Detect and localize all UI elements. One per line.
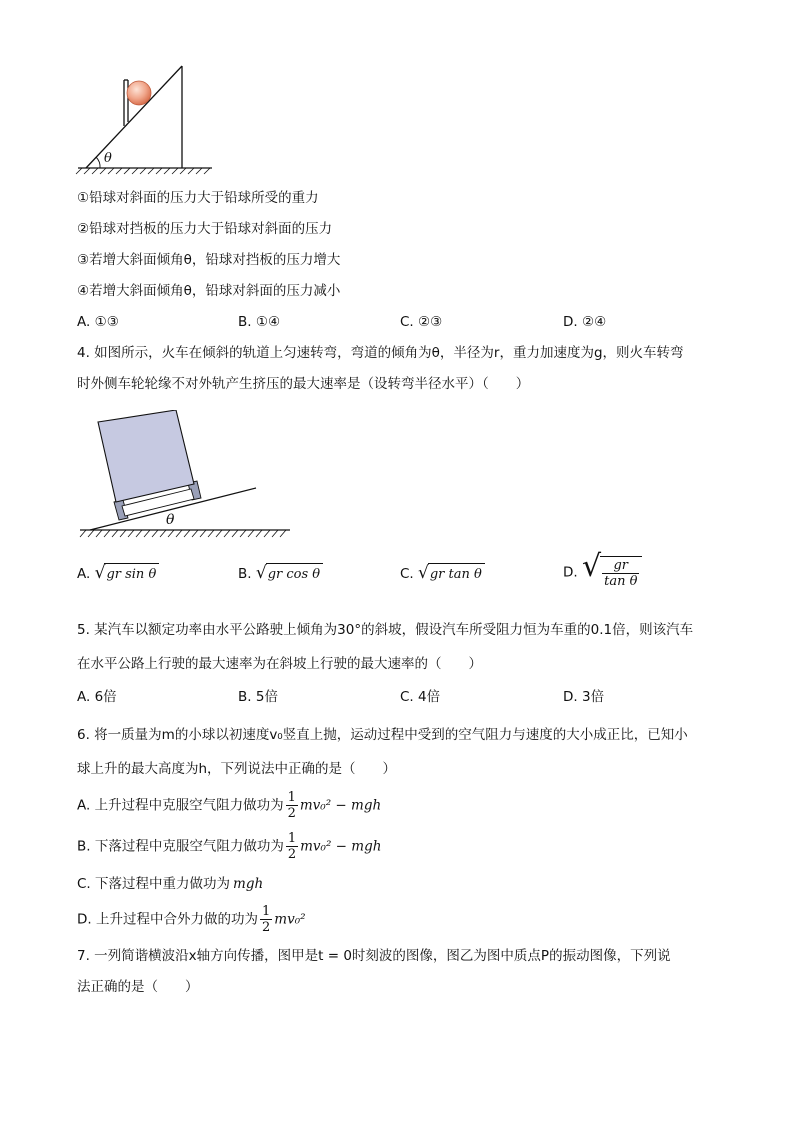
q6-option-c[interactable] <box>77 874 263 894</box>
incline-ball-figure <box>72 60 232 175</box>
statement-1: ①铅球对斜面的压力大于铅球所受的重力 <box>77 190 319 206</box>
fraction-half <box>286 790 298 821</box>
option-letter: B. <box>238 314 252 330</box>
q6-option-a[interactable] <box>77 790 381 821</box>
option-letter: C. <box>400 314 414 330</box>
fraction-numerator: 1 <box>287 790 296 805</box>
fraction-denominator: 2 <box>261 920 271 935</box>
statement-3: ③若增大斜面倾角θ，铅球对挡板的压力增大 <box>77 252 341 268</box>
option-text: A. 上升过程中克服空气阻力做功为 <box>77 797 284 814</box>
option-text: D. 上升过程中合外力做的功为 <box>77 911 258 928</box>
option-text: ①③ <box>94 314 119 330</box>
option-text: ①④ <box>255 314 281 330</box>
fraction-numerator: gr <box>613 558 629 573</box>
option-text: ②③ <box>418 314 443 330</box>
q5-option-c[interactable] <box>400 687 440 707</box>
option-text: 6倍 <box>94 689 117 705</box>
math-expression: mv₀² − mgh <box>299 797 382 814</box>
math-expression: mgh <box>233 876 264 892</box>
option-letter: A. <box>77 689 91 705</box>
fraction-half <box>286 831 298 862</box>
q4-option-c[interactable] <box>400 563 485 585</box>
q4-option-d[interactable] <box>563 549 642 589</box>
statement-2: ②铅球对挡板的压力大于铅球对斜面的压力 <box>77 221 333 237</box>
fraction-denominator: 2 <box>287 847 297 862</box>
option-text: 5倍 <box>255 689 278 705</box>
q5-stem-line1: 5. 某汽车以额定功率由水平公路驶上倾角为30°的斜坡，假设汽车所受阻力恒为车重的0.1倍，则该汽车 <box>77 622 694 638</box>
option-text: B. 下落过程中克服空气阻力做功为 <box>77 838 284 855</box>
sqrt-expression: √gr cos θ <box>256 563 323 585</box>
option-text: 3倍 <box>581 689 605 705</box>
option-letter: C. <box>400 566 414 582</box>
sqrt-expression: √gr tan θ <box>418 563 485 585</box>
option-letter: D. <box>563 564 578 581</box>
q4-stem-line2: 时外侧车轮轮缘不对外轨产生挤压的最大速率是（设转弯半径水平）（ ） <box>77 376 530 392</box>
q7-stem-line2: 法正确的是（ ） <box>77 979 199 995</box>
q6-option-d[interactable] <box>77 904 306 935</box>
option-text: C. 下落过程中重力做功为 <box>77 876 231 892</box>
q3-option-a[interactable] <box>77 312 119 332</box>
q4-stem-line1: 4. 如图所示，火车在倾斜的轨道上匀速转弯，弯道的倾角为θ，半径为r，重力加速度为g，则火车转弯 <box>77 345 684 361</box>
q5-option-d[interactable] <box>563 687 604 707</box>
q4-option-b[interactable] <box>238 563 323 585</box>
option-letter: A. <box>77 566 91 582</box>
math-expression: mv₀² − mgh <box>300 838 382 855</box>
fraction-numerator: 1 <box>287 831 297 846</box>
option-letter: B. <box>238 566 252 582</box>
q4-option-a[interactable] <box>77 563 159 585</box>
q3-option-b[interactable] <box>238 312 280 332</box>
q7-stem-line1: 7. 一列简谐横波沿x轴方向传播，图甲是t = 0时刻波的图像，图乙为图中质点P的振动图像，下列说 <box>77 948 671 964</box>
fraction-half <box>260 904 272 935</box>
option-letter: D. <box>563 314 578 330</box>
fraction-denominator: tan θ <box>604 574 638 589</box>
option-letter: D. <box>563 689 578 705</box>
sqrt-expression: √gr sin θ <box>95 563 160 585</box>
option-text: ②④ <box>581 314 607 330</box>
q3-option-c[interactable] <box>400 312 442 332</box>
q6-stem-line2: 球上升的最大高度为h，下列说法中正确的是（ ） <box>77 761 397 777</box>
radicand: gr cos θ <box>266 563 323 585</box>
q6-stem-line1: 6. 将一质量为m的小球以初速度v₀竖直上抛，运动过程中受到的空气阻力与速度的大小成正比，已知小 <box>77 727 688 743</box>
q5-option-a[interactable] <box>77 687 117 707</box>
fraction-numerator: 1 <box>261 904 271 919</box>
q3-option-d[interactable] <box>563 312 606 332</box>
statement-4: ④若增大斜面倾角θ，铅球对斜面的压力减小 <box>77 283 341 299</box>
option-letter: A. <box>77 314 91 330</box>
fig1-angle-label: θ <box>104 151 112 166</box>
option-letter: C. <box>400 689 414 705</box>
q5-stem-line2: 在水平公路上行驶的最大速率为在斜坡上行驶的最大速率的（ ） <box>77 656 482 672</box>
q6-option-b[interactable] <box>77 831 381 862</box>
math-expression: mv₀² <box>274 911 306 928</box>
fraction-denominator: 2 <box>287 806 296 821</box>
radicand: gr sin θ <box>104 563 159 585</box>
option-letter: B. <box>238 689 252 705</box>
radicand: gr tan θ <box>428 563 485 585</box>
q5-option-b[interactable] <box>238 687 278 707</box>
sqrt-expression: √ $\frac{gr}{\text{tan θ}}$ <box>582 556 642 589</box>
train-banked-track-figure <box>76 410 296 545</box>
option-text: 4倍 <box>418 689 441 705</box>
fig2-angle-label: θ <box>166 512 175 528</box>
